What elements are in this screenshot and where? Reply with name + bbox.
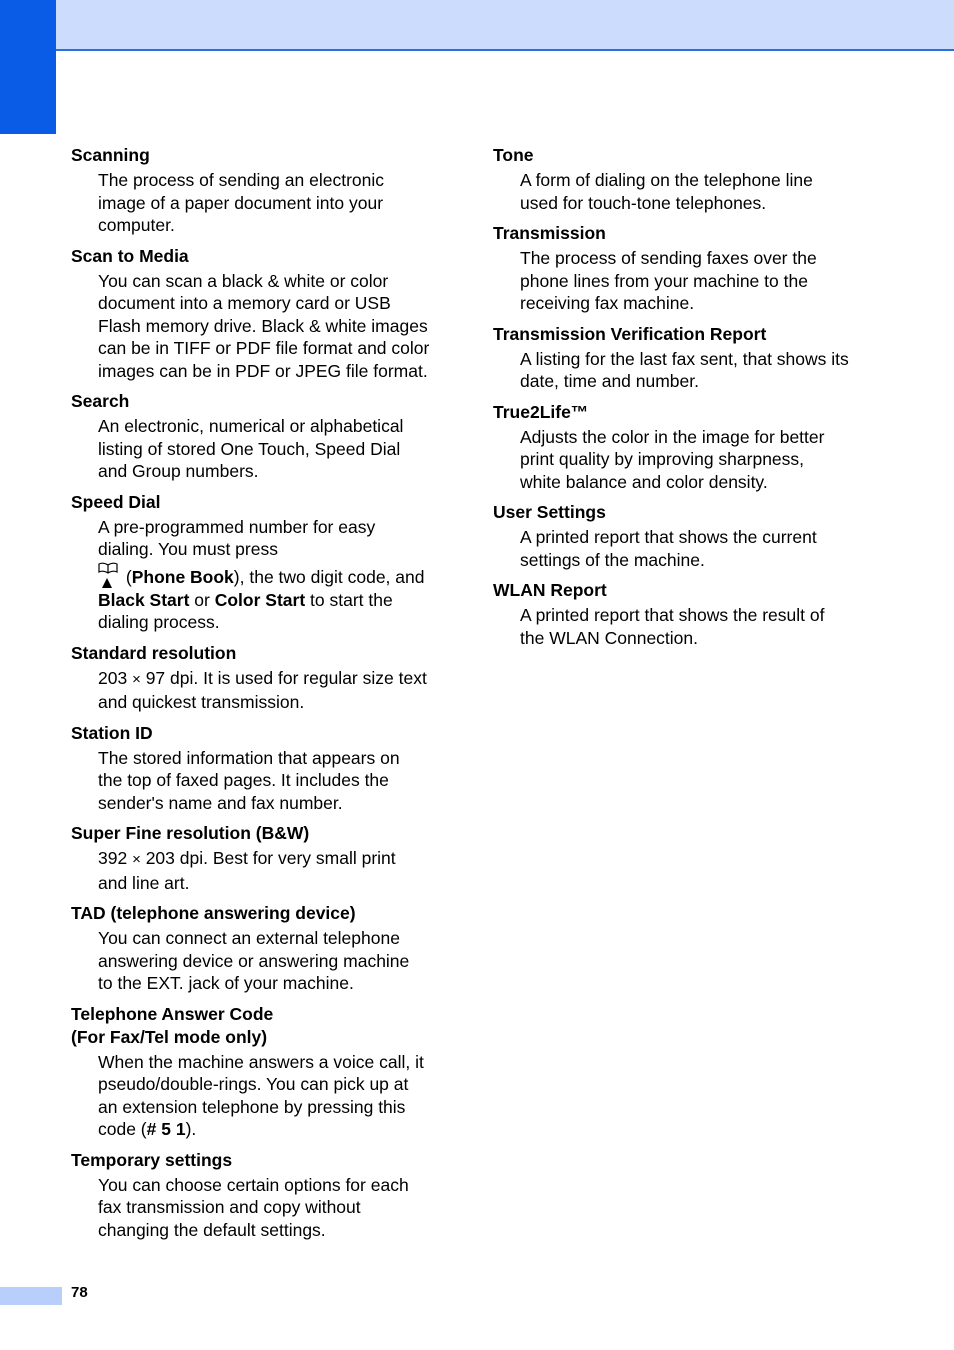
glossary-definition: An electronic, numerical or alphabetical listing of stored One Touch, Speed Dial and Group numbers.	[98, 416, 404, 481]
definition-text: (	[121, 566, 132, 587]
color-start-key-label: Color Start	[214, 589, 306, 610]
glossary-left-column	[71, 144, 446, 1249]
glossary-term: Transmission	[493, 223, 606, 243]
glossary-term: Scan to Media	[71, 245, 189, 266]
definition-text: A pre-programmed number for easy dialing. You must press	[98, 516, 376, 559]
glossary-term	[71, 1003, 446, 1049]
glossary-entry-wlan-report	[493, 579, 868, 649]
glossary-definition	[98, 667, 446, 714]
glossary-definition: A form of dialing on the telephone line used for touch-tone telephones.	[520, 170, 813, 213]
glossary-entry-telephone-answer-code	[71, 1003, 446, 1141]
glossary-definition	[98, 847, 446, 894]
definition-text: 97 dpi. It is used for regular size text and quickest transmission.	[98, 667, 427, 712]
glossary-term-line: (For Fax/Tel mode only)	[71, 1026, 268, 1047]
glossary-entry-station-id	[71, 722, 446, 815]
glossary-entry-transmission-verification-report	[493, 323, 868, 393]
glossary-term: Station ID	[71, 722, 153, 743]
glossary-definition: You can scan a black & white or color document into a memory card or USB Flash memory drive. Black & white images can be in TIFF or PDF file format and color images can be in PDF or JPEG file format.	[98, 270, 430, 381]
definition-text: ), the two digit code, and	[233, 566, 425, 587]
glossary-definition: The stored information that appears on the top of faxed pages. It includes the sender's name and fax number.	[98, 747, 400, 813]
glossary-entry-search	[71, 390, 446, 483]
glossary-entry-temporary-settings	[71, 1149, 446, 1242]
glossary-right-column	[493, 144, 868, 657]
glossary-entry-user-settings	[493, 501, 868, 571]
glossary-entry-scan-to-media	[71, 245, 446, 383]
glossary-term: WLAN Report	[493, 580, 607, 600]
glossary-entry-super-fine-resolution	[71, 822, 446, 894]
glossary-term: Scanning	[71, 145, 150, 165]
glossary-entry-true2life	[493, 401, 868, 494]
glossary-term: TAD (telephone answering device)	[71, 903, 356, 923]
page-number: 78	[71, 1284, 88, 1301]
glossary-term: Search	[71, 391, 130, 411]
glossary-definition: A printed report that shows the current settings of the machine.	[520, 527, 817, 570]
glossary-term: Super Fine resolution (B&W)	[71, 823, 310, 843]
glossary-term: Transmission Verification Report	[493, 323, 767, 344]
glossary-term: Tone	[493, 145, 534, 165]
glossary-definition: The process of sending faxes over the phone lines from your machine to the receiving fax machine.	[520, 248, 817, 313]
glossary-definition: You can connect an external telephone answering device or answering machine to the EXT. jack of your machine.	[98, 928, 410, 993]
chapter-side-tab	[0, 0, 56, 134]
phone-book-icon	[98, 561, 118, 589]
glossary-definition: A listing for the last fax sent, that shows its date, time and number.	[520, 348, 849, 391]
glossary-term: User Settings	[493, 502, 606, 522]
glossary-entry-tone	[493, 144, 868, 214]
glossary-entry-standard-resolution	[71, 642, 446, 714]
glossary-term-line: Telephone Answer Code	[71, 1003, 274, 1024]
phone-book-key-label: Phone Book	[131, 566, 234, 587]
definition-text: to start the dialing process.	[98, 589, 393, 632]
header-bar	[0, 0, 954, 51]
glossary-term: True2Life™	[493, 401, 589, 422]
black-start-key-label: Black Start	[98, 589, 190, 610]
times-symbol: ×	[132, 670, 141, 688]
phone-book-line	[98, 561, 446, 589]
glossary-entry-tad	[71, 902, 446, 995]
glossary-definition: A printed report that shows the result of the WLAN Connection.	[520, 605, 825, 648]
glossary-definition	[98, 1051, 446, 1141]
glossary-definition	[98, 516, 446, 634]
glossary-definition: You can choose certain options for each fax transmission and copy without changing the default settings.	[98, 1174, 409, 1240]
definition-text: or	[189, 589, 215, 610]
glossary-entry-scanning	[71, 144, 446, 237]
glossary-term: Speed Dial	[71, 491, 161, 512]
glossary-term: Standard resolution	[71, 642, 237, 663]
times-symbol: ×	[132, 851, 141, 868]
answer-code: # 5 1	[146, 1119, 186, 1139]
definition-text: When the machine answers a voice call, it pseudo/double-rings. You can pick up at an extension telephone by pressing this code (	[98, 1051, 424, 1139]
glossary-entry-transmission	[493, 222, 868, 315]
glossary-definition: The process of sending an electronic image of a paper document into your computer.	[98, 170, 384, 235]
glossary-definition: Adjusts the color in the image for better print quality by improving sharpness, white balance and color density.	[520, 426, 825, 492]
page-tab	[0, 1287, 62, 1305]
glossary-entry-speed-dial	[71, 491, 446, 634]
definition-text: 203	[98, 667, 133, 688]
definition-text: 392	[98, 848, 133, 868]
glossary-term: Temporary settings	[71, 1149, 233, 1170]
definition-text: ).	[185, 1119, 197, 1139]
definition-text: 203 dpi. Best for very small print and line art.	[98, 848, 396, 893]
